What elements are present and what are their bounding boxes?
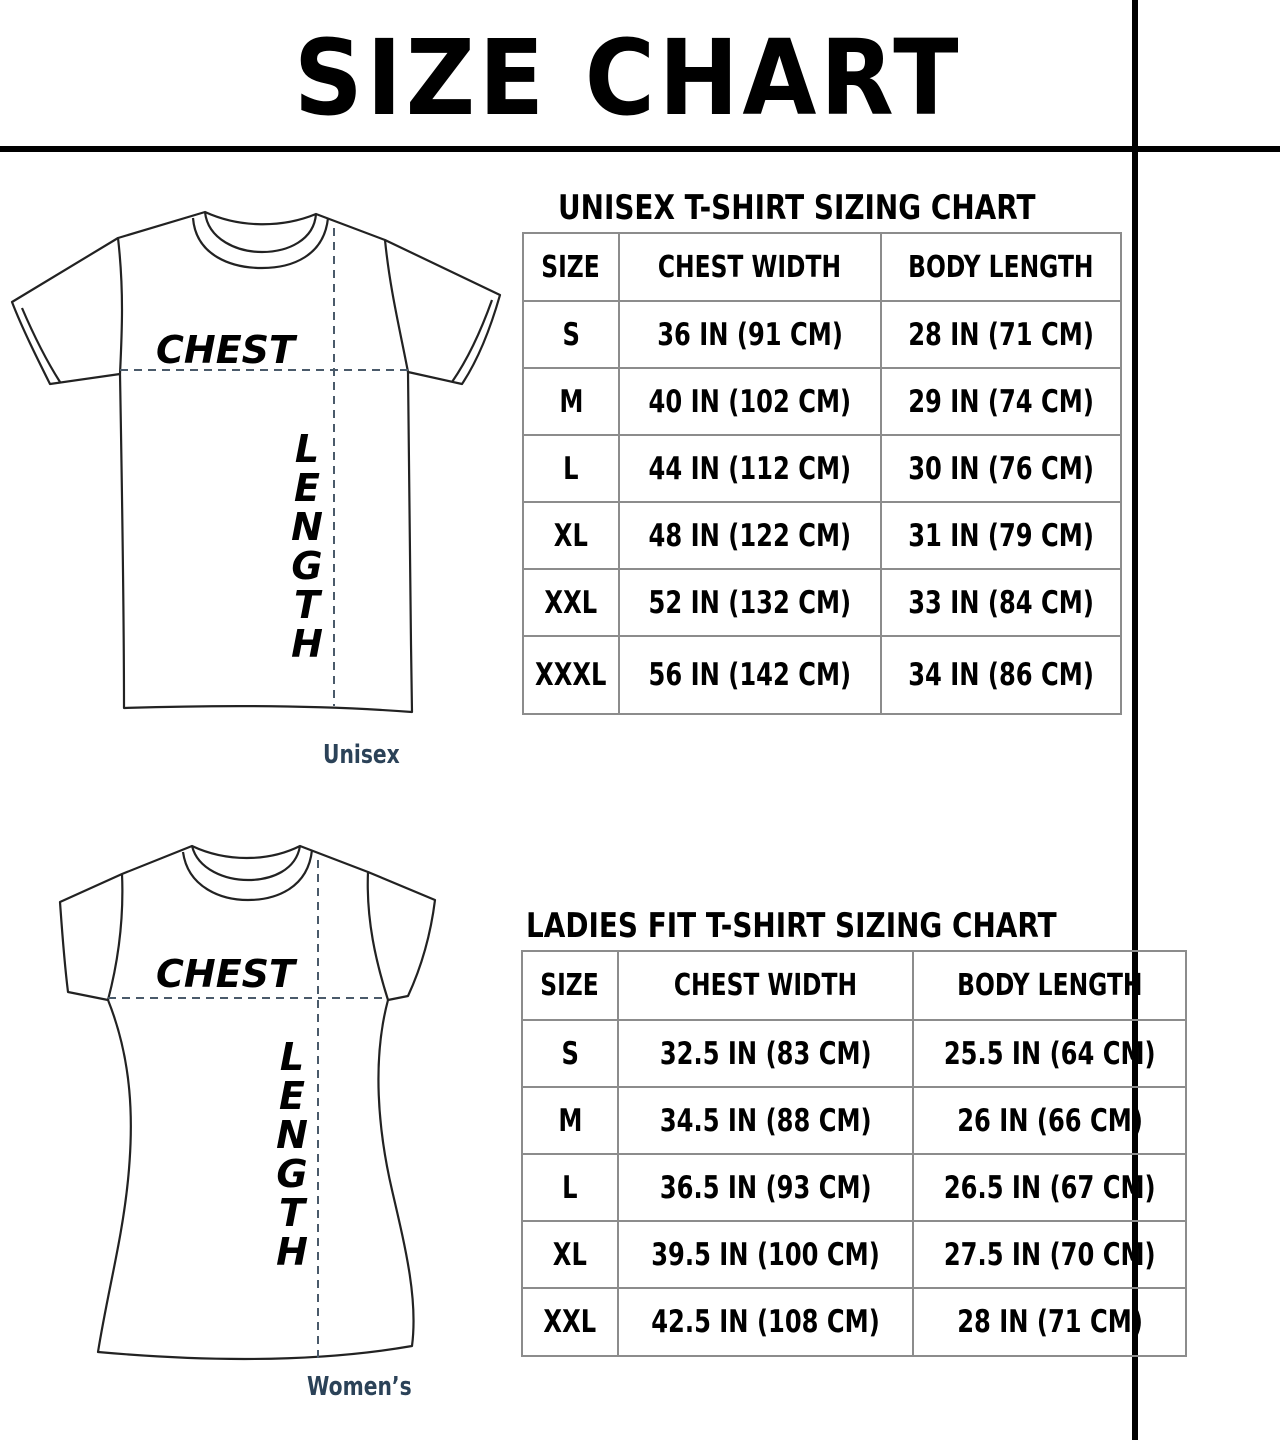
table-row: [523, 368, 1121, 435]
chest-width-cell: 42.5 IN (108 CM): [618, 1288, 913, 1356]
unisex-size-table: [522, 232, 1122, 715]
table-row: [523, 435, 1121, 502]
unisex-length-label: LENGTH: [291, 427, 323, 666]
unisex-chest-label: CHEST: [156, 328, 295, 372]
body-length-cell: 26 IN (66 CM): [913, 1087, 1186, 1154]
body-length-cell: 31 IN (79 CM): [881, 502, 1121, 569]
table-row: [522, 1020, 1186, 1087]
column-header-body-length: BODY LENGTH: [913, 951, 1186, 1020]
ladies-length-label: LENGTH: [276, 1035, 308, 1274]
size-cell: S: [522, 1020, 618, 1087]
size-cell: M: [522, 1087, 618, 1154]
body-length-cell: 30 IN (76 CM): [881, 435, 1121, 502]
table-row: [522, 1154, 1186, 1221]
size-cell: XL: [523, 502, 619, 569]
body-length-cell: 27.5 IN (70 CM): [913, 1221, 1186, 1288]
chest-width-cell: 34.5 IN (88 CM): [618, 1087, 913, 1154]
ladies-table-title: LADIES FIT T-SHIRT SIZING CHART: [526, 906, 1057, 946]
table-row: [522, 1221, 1186, 1288]
unisex-shirt-outline-icon: [0, 200, 520, 720]
chest-width-cell: 56 IN (142 CM): [619, 636, 881, 714]
table-row: [523, 502, 1121, 569]
size-cell: XXL: [523, 569, 619, 636]
table-row: [523, 301, 1121, 368]
body-length-cell: 29 IN (74 CM): [881, 368, 1121, 435]
chest-width-cell: 36.5 IN (93 CM): [618, 1154, 913, 1221]
chest-width-cell: 52 IN (132 CM): [619, 569, 881, 636]
ladies-size-table: [521, 950, 1187, 1357]
size-cell: XXXL: [523, 636, 619, 714]
ladies-shirt-outline-icon: [0, 830, 460, 1390]
size-cell: S: [523, 301, 619, 368]
body-length-cell: 28 IN (71 CM): [913, 1288, 1186, 1356]
table-row: [522, 1288, 1186, 1356]
ladies-chest-label: CHEST: [156, 952, 295, 996]
size-cell: M: [523, 368, 619, 435]
body-length-cell: 33 IN (84 CM): [881, 569, 1121, 636]
column-header-size: SIZE: [523, 233, 619, 301]
table-row: [523, 636, 1121, 714]
size-cell: L: [523, 435, 619, 502]
size-cell: XXL: [522, 1288, 618, 1356]
header-divider: [0, 146, 1280, 152]
body-length-cell: 26.5 IN (67 CM): [913, 1154, 1186, 1221]
column-header-chest-width: CHEST WIDTH: [619, 233, 881, 301]
chest-width-cell: 39.5 IN (100 CM): [618, 1221, 913, 1288]
size-cell: XL: [522, 1221, 618, 1288]
unisex-table-title: UNISEX T-SHIRT SIZING CHART: [558, 188, 1036, 228]
ladies-caption: Women’s: [307, 1372, 412, 1402]
body-length-cell: 28 IN (71 CM): [881, 301, 1121, 368]
size-cell: L: [522, 1154, 618, 1221]
column-header-size: SIZE: [522, 951, 618, 1020]
unisex-caption: Unisex: [323, 740, 400, 770]
table-row: [522, 1087, 1186, 1154]
chest-width-cell: 44 IN (112 CM): [619, 435, 881, 502]
page-title: SIZE CHART: [293, 17, 963, 139]
table-row: [523, 569, 1121, 636]
column-header-chest-width: CHEST WIDTH: [618, 951, 913, 1020]
chest-width-cell: 36 IN (91 CM): [619, 301, 881, 368]
chest-width-cell: 48 IN (122 CM): [619, 502, 881, 569]
column-header-body-length: BODY LENGTH: [881, 233, 1121, 301]
body-length-cell: 34 IN (86 CM): [881, 636, 1121, 714]
chest-width-cell: 40 IN (102 CM): [619, 368, 881, 435]
body-length-cell: 25.5 IN (64 CM): [913, 1020, 1186, 1087]
chest-width-cell: 32.5 IN (83 CM): [618, 1020, 913, 1087]
